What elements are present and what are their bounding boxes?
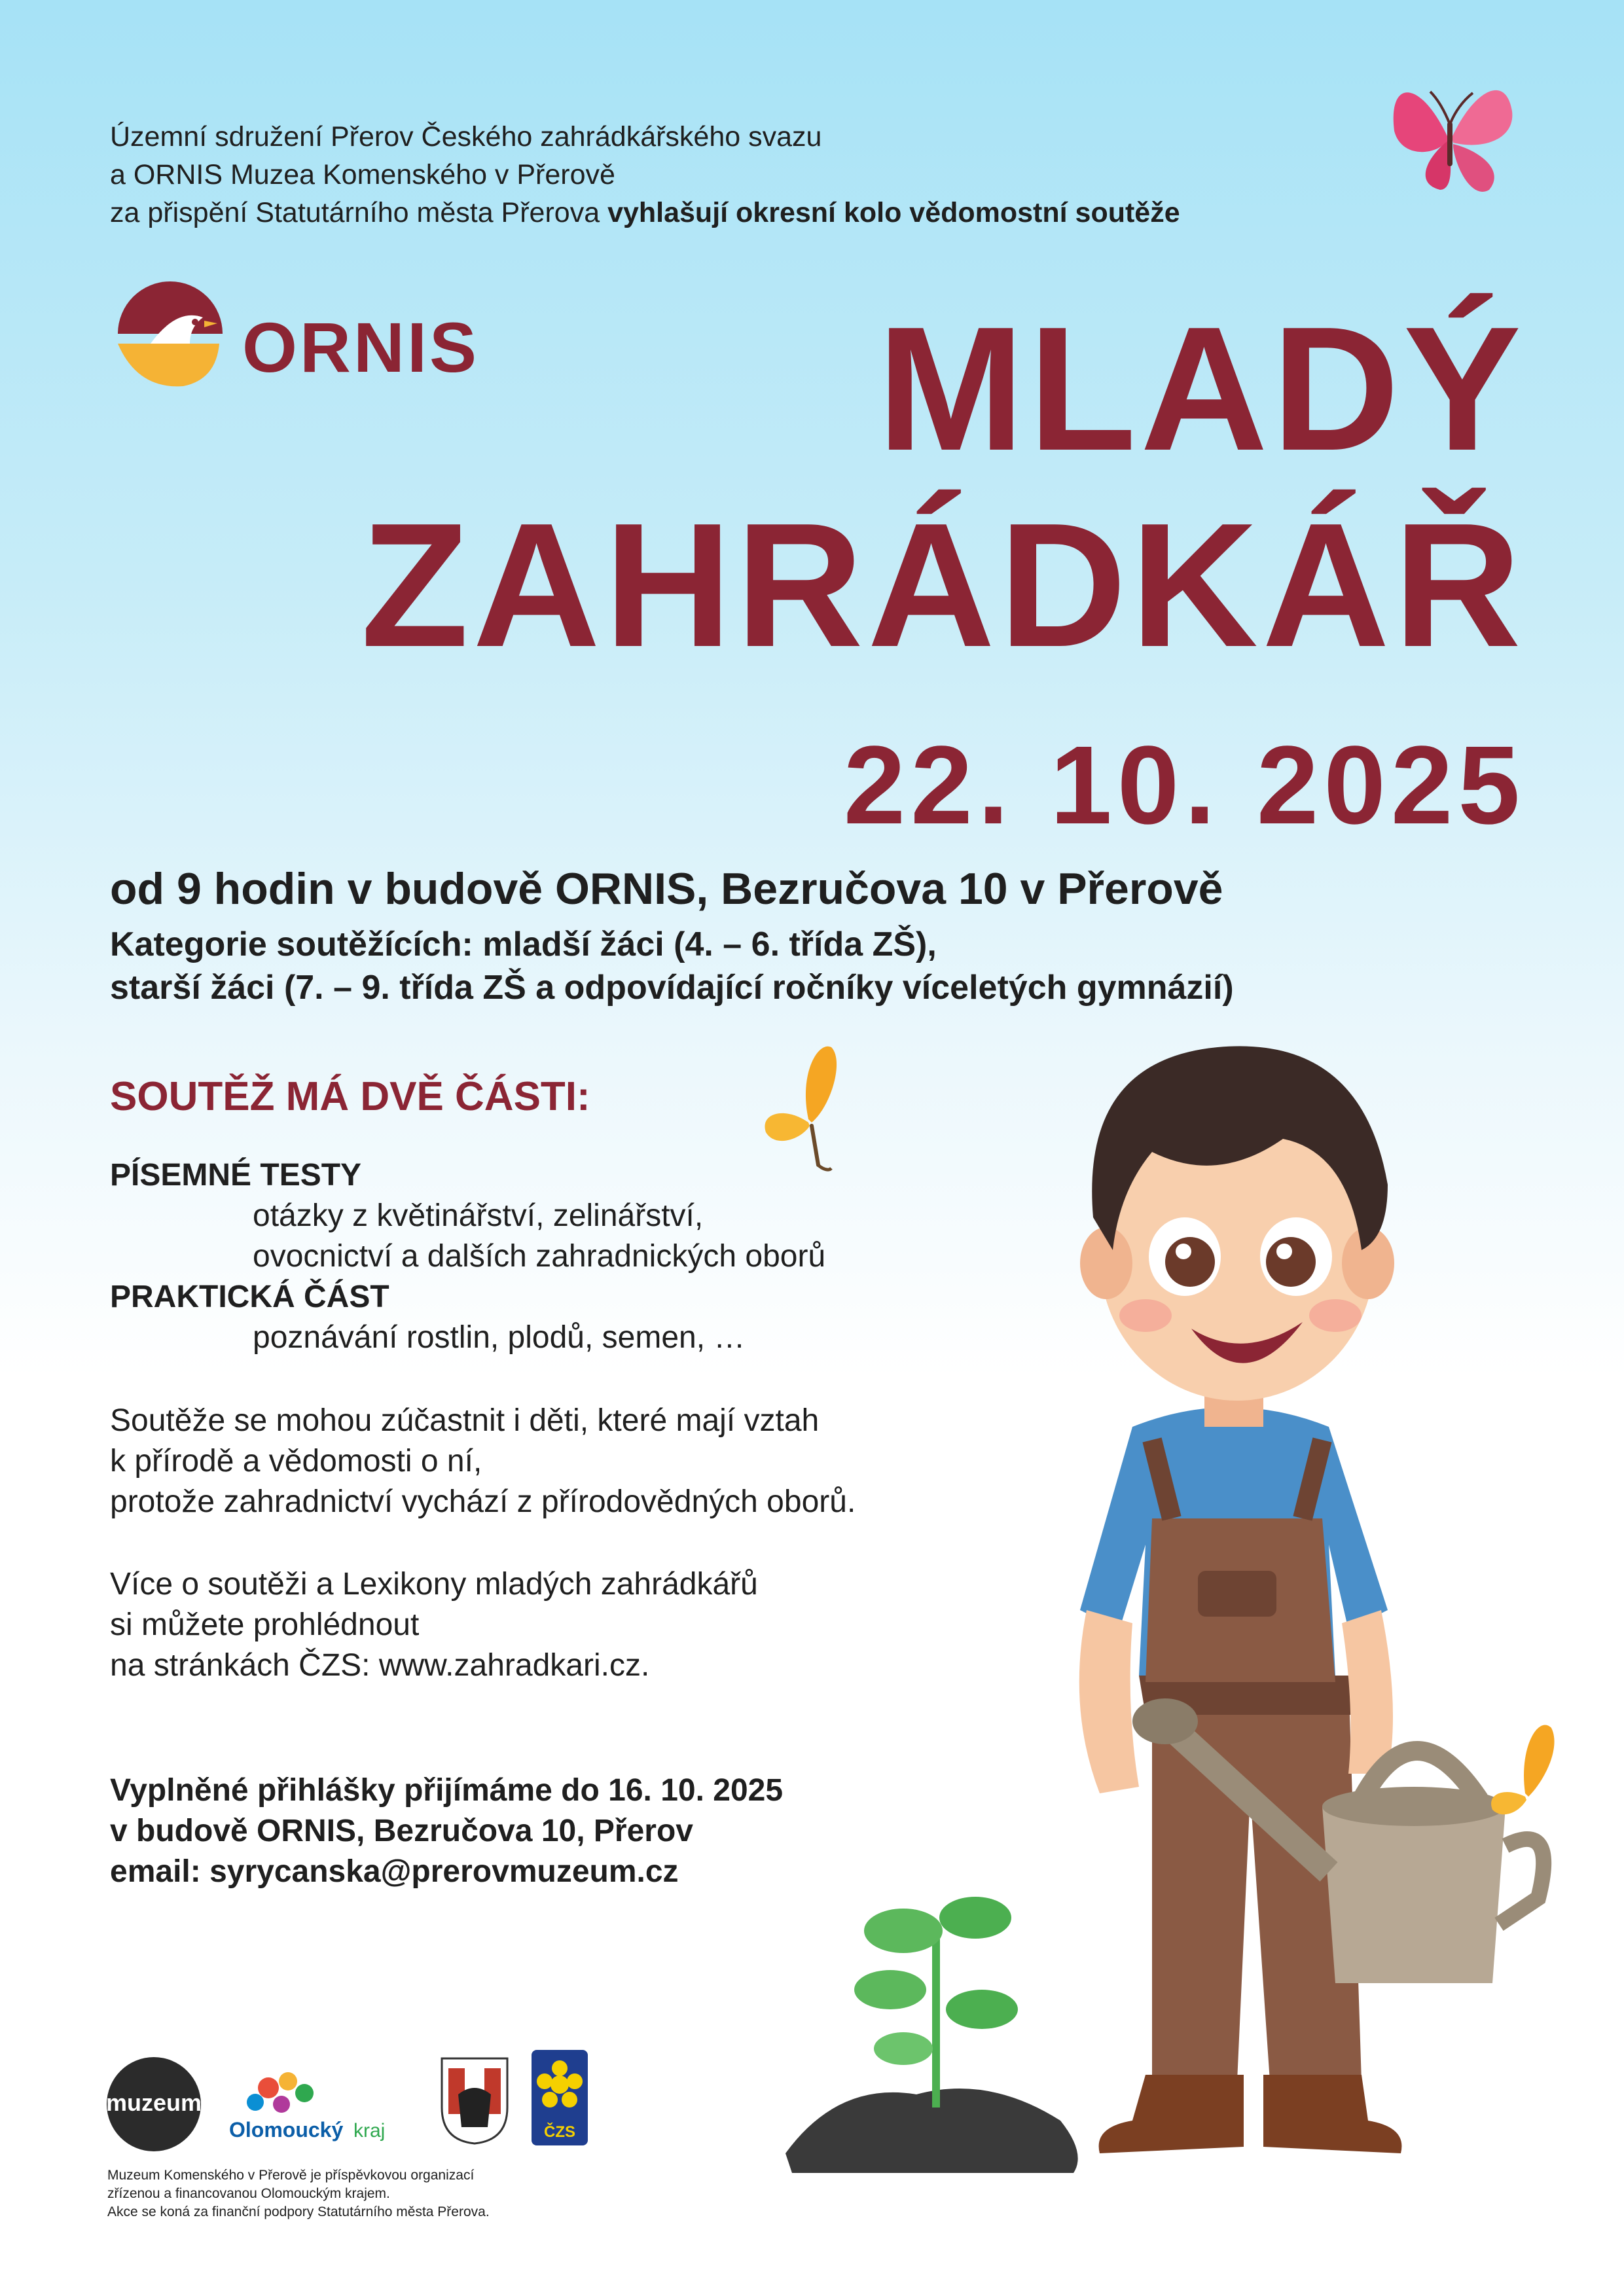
registration-line-1: Vyplněné přihlášky přijímáme do 16. 10. 2025: [110, 1773, 784, 1808]
registration-info: [110, 1770, 783, 1892]
footer-line-1: Muzeum Komenského v Přerově je příspěvkovou organizací: [107, 2168, 475, 2183]
more-line-1: Více o soutěži a Lexikony mladých zahrádkářů: [110, 1567, 758, 1602]
muzeum-logo: [105, 2055, 203, 2153]
pink-butterfly-icon: [1375, 59, 1532, 203]
written-tests-line-1: otázky z květinářství, zelinářství,: [253, 1198, 704, 1233]
info-line-1: Soutěže se mohou zúčastnit i děti, které mají vztah: [110, 1403, 820, 1438]
info-paragraph: [110, 1401, 856, 1522]
categories-line-2: starší žáci (7. – 9. třída ZŠ a odpovídající ročníky víceletých gymnázií): [110, 969, 1234, 1007]
boy-gardener-illustration: [1021, 1021, 1571, 2199]
orange-butterfly-icon: [746, 1034, 871, 1178]
footer-line-3: Akce se koná za finanční podpory Statutárního města Přerova.: [107, 2204, 490, 2219]
czs-logo-text: ČZS: [544, 2123, 575, 2141]
prerov-coat-of-arms-icon: [439, 2055, 511, 2147]
footer-line-2: zřízenou a financovanou Olomouckým krajem.: [107, 2186, 390, 2201]
categories: [110, 923, 1234, 1009]
more-info-paragraph: [110, 1564, 758, 1686]
intro-line-3: [110, 194, 1419, 232]
olomoucky-text: Olomoucký: [229, 2118, 344, 2142]
registration-line-3: email: syrycanska@prerovmuzeum.cz: [110, 1854, 679, 1889]
more-line-3: na stránkách ČZS: www.zahradkari.cz.: [110, 1648, 650, 1683]
practical-part-line-1: poznávání rostlin, plodů, semen, …: [253, 1320, 746, 1355]
olomoucky-kraj-logo: [223, 2068, 419, 2147]
kraj-text: kraj: [353, 2120, 386, 2142]
event-date: 22. 10. 2025: [843, 723, 1525, 848]
practical-part-title: PRAKTICKÁ ČÁST: [110, 1280, 389, 1314]
registration-line-2: v budově ORNIS, Bezručova 10, Přerov: [110, 1814, 693, 1848]
written-tests-line-2: ovocnictví a dalších zahradnických oborů: [253, 1239, 826, 1274]
footer-text: [107, 2166, 490, 2221]
intro-line-3-bold: vyhlašují okresní kolo vědomostní soutěže: [607, 197, 1180, 228]
sprout-illustration: [772, 1846, 1100, 2186]
intro-line-3-normal: za přispění Statutárního města Přerova: [110, 197, 608, 228]
info-line-3: protože zahradnictví vychází z přírodovědných oborů.: [110, 1484, 856, 1519]
intro-line-2: a ORNIS Muzea Komenského v Přerově: [110, 159, 615, 190]
written-tests-title: PÍSEMNÉ TESTY: [110, 1158, 362, 1193]
intro-text: [110, 118, 1419, 232]
czs-logo: [530, 2049, 589, 2147]
intro-line-1: Územní sdružení Přerov Českého zahrádkářského svazu: [110, 121, 822, 152]
title-line-2: ZAHRÁDKÁŘ: [361, 487, 1525, 684]
title-line-1: MLADÝ: [877, 291, 1525, 488]
categories-line-1: Kategorie soutěžících: mladší žáci (4. – 6. třída ZŠ),: [110, 925, 937, 963]
event-location: od 9 hodin v budově ORNIS, Bezručova 10 v Přerově: [110, 864, 1223, 914]
more-line-2: si můžete prohlédnout: [110, 1607, 420, 1642]
ornis-logo-text: ORNIS: [242, 308, 480, 387]
parts-heading: SOUTĚŽ MÁ DVĚ ČÁSTI:: [110, 1074, 590, 1119]
info-line-2: k přírodě a vědomosti o ní,: [110, 1444, 482, 1479]
muzeum-logo-text: muzeum: [105, 2089, 202, 2116]
